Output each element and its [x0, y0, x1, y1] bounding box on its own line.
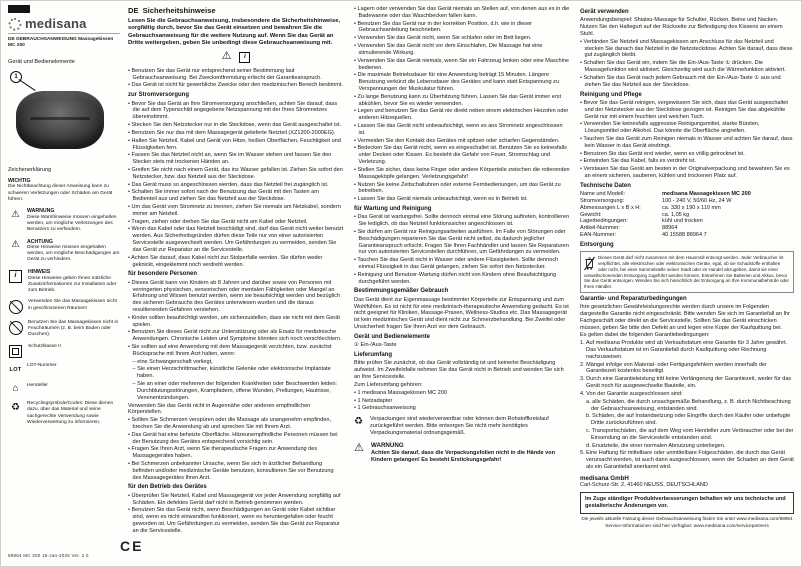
text-block: Gerät und Bedienelemente	[354, 333, 431, 340]
legend-icon: ⚠	[11, 208, 20, 220]
legend-text: Diese Hinweise müssen eingehalten werden, um mögliche Beschädigungen am Gerät zu verhindern.	[27, 245, 120, 263]
legend-text: Verwenden Sie das Massagekissen nicht in geschlossenen Räumen!	[28, 299, 117, 311]
text-block: • Schalten Sie das Gerät ein, indem Sie die Ein-/Aus-Taste ① drücken. Die Massagefunktion wird aktiviert. Gleichzeitig wird auch die Wärmefunktion aktiviert.	[580, 60, 786, 74]
sidebar	[8, 5, 120, 535]
text-block: d. Ersatzteile, die einer normalen Abnutzung unterliegen.	[586, 442, 726, 449]
text-block: • Tauchen Sie das Gerät nicht in Wasser oder andere Flüssigkeiten. Sollte dennoch einmal Flüssigkeit in das Gerät gelangen, ziehen Sie sofort den Netzstecker.	[354, 257, 559, 270]
legend-icon: ♻	[11, 401, 20, 413]
manual-url-link[interactable]: Service-Informationen sind hier verfügbar: www.medisana.com/servicepartners	[605, 522, 769, 528]
text-block: • Die maximale Betriebsdauer für eine Anwendung beträgt 15 Minuten. Längere Benutzung verkürzt die Lebensdauer des Gerätes und kann statt Entspannung zu Verspannungen der Muskulatur führen.	[354, 72, 559, 92]
text-block: – eine Schwangerschaft vorliegt,	[132, 358, 213, 365]
operation-blocks	[354, 6, 570, 412]
text-block: ① Ein-/Aus-Taste	[354, 342, 397, 349]
text-block: für den Betrieb des Gerätes	[128, 484, 207, 491]
tech-value: ca. 330 x 190 x 110 mm	[662, 204, 721, 211]
tech-value: 40 15588 88964 7	[662, 232, 707, 239]
tech-data-heading: Technische Daten	[580, 182, 631, 189]
text-block: Anwendungsbeispiel: Shiatsu-Massage für Schulter, Rücken, Beine und Nacken. Nutzen Sie den Haltegurt auf der Rückseite zur Befestigung des Kissens an einem Stuhl.	[580, 17, 783, 37]
text-block: • Nutzen Sie keine Zeitschaltuhren oder externe Fernbedienungen, um das Gerät zu betreiben.	[354, 181, 561, 195]
legend-item	[8, 178, 120, 203]
warning-triangle-icon: ⚠	[354, 441, 364, 454]
text-block: Zum Lieferumfang gehören:	[354, 381, 423, 388]
weee-crossed-bin-icon	[584, 256, 595, 271]
text-block: Das Gerät dient zur Eigenmassage bestimmter Körperteile zur Entspannung und zum Wohlfühlen. Es ist nicht für eine medizinisch-therapeutische Anwendung gedacht. Es ist nicht geeignet für Kliniken, Massage-Praxen, Wellness-Studios etc. Das Massagegerät ist kein medizinisches Gerät und dient nicht zur Schmerzbehandlung. Bei Zweifel oder Unsicherheit fragen Sie Ihren Arzt vor dem Gebrauch.	[354, 296, 569, 331]
text-block: • Benutzen Sie dieses Gerät nicht zur Unterstützung oder als Ersatz für medizinische Anwendungen. Chronische Leiden und Symptome könnten sich noch verschlechtern.	[128, 329, 342, 343]
text-block: • Greifen Sie nicht nach einem Gerät, das ins Wasser gefallen ist. Ziehen Sie sofort den Netzstecker, bzw. das Netzteil aus der Steckdose.	[128, 166, 343, 180]
text-block: • Um das Gerät vom Stromnetz zu trennen, ziehen Sie niemals am Netzkabel, sondern immer am Netzteil.	[128, 204, 341, 217]
text-block: a. alle Schäden, die durch unsachgemäße Behandlung, z. B. durch Nichtbeachtung der Gebrauchsanweisung, entstanden sind.	[586, 398, 791, 412]
text-block: • Verwenden Sie keinesfalls aggressive Reinigungsmittel, starke Bürsten, Lösungsmittel oder Alkohol. Das könnte die Oberfläche angreifen.	[580, 121, 760, 135]
legend-title: WICHTIG	[8, 177, 31, 184]
text-block: • Verstauen Sie das Gerät am besten in der Originalverpackung und bewahren Sie es an einem sicheren, sauberen, kühlen und trockenen Platz auf.	[580, 166, 790, 179]
tech-label: Lagerbedingungen:	[580, 218, 628, 225]
brand-name: medisana	[25, 16, 87, 31]
text-block: • Schalten Sie das Gerät nach jedem Gebrauch mit der Ein-/Aus-Taste ① aus und ziehen Sie das Netzteil aus der Steckdose.	[580, 74, 781, 88]
text-block: • Verwenden Sie das Gerät nicht, wenn Sie schlafen oder im Bett liegen.	[354, 35, 532, 42]
warning-title: WARNUNG	[371, 441, 404, 449]
disposal-text: Dieses Gerät darf nicht zusammen mit dem Hausmüll entsorgt werden. Jeder Verbraucher ist verpflichtet, alle elektrischen oder elektronischen Geräte, egal, ob sie Schadstoffe enthalten oder nicht, bei einer Sammelstelle seiner Stadt oder im Handel abzugeben, damit sie einer umweltschonenden Entsorgung zugeführt werden können. Entnehmen Sie Batterien und Akkus, bevor Sie das Gerät entsorgen. Wenden Sie sich hinsichtlich der Entsorgung an Ihre Kommunalbehörde oder Ihren Händler.	[584, 255, 790, 289]
warning-triangle-icon: ⚠	[221, 50, 232, 63]
text-block: • Benutzen Sie das Gerät nur entsprechend seiner Bestimmung laut Gebrauchsanweisung. Bei Zweckentfremdung erlischt der Garantieanspruch.	[128, 67, 322, 81]
recycle-text: Verpackungen sind wiederverwertbar oder können dem Rohstoffkreislauf zurückgeführt werden. Bitte entsorgen Sie nicht mehr benötigtes Verpackungsmaterial ordnungsgemäß.	[370, 416, 549, 436]
text-block: • Benutzen Sie das Gerät nur in der korrekten Position, d.h. wie in dieser Gebrauchsanleitung beschrieben.	[354, 20, 532, 34]
legend-item	[8, 320, 120, 338]
text-block: Bitte prüfen Sie zunächst, ob das Gerät vollständig ist und keinerlei Beschädigung aufweist. Im Zweifelsfalle nehmen Sie das Gerät nicht in Betrieb und wenden Sie sich an Ihre Servicestelle.	[354, 360, 564, 381]
text-block: • Bei Schmerzen unbekannter Ursache, wenn Sie sich in ärztlicher Behandlung befinden und/oder medizinische Geräte benutzen, konsultieren Sie vor Benutzung des Massagegerätes Ihren Arzt.	[128, 461, 334, 481]
text-block: • Benutzen Sie nur das mit dem Massagegerät gelieferte Netzteil (XZ1200-2000EG).	[128, 129, 336, 136]
text-block: 5. Eine Haftung für mittelbare oder unmittelbare Folgeschäden, die durch das Gerät verursacht werden, ist auch dann ausgeschlossen, wenn der Schaden an dem Gerät als ein Garantiefall anerkannt wird.	[580, 450, 794, 470]
text-block: b. Schäden, die auf Instandsetzung oder Eingriffe durch den Käufer oder unbefugte Dritte zurückzuführen sind.	[586, 413, 791, 427]
company-address: Carl-Schurz-Str. 2, 41460 NEUSS, DEUTSCHLAND	[580, 482, 708, 489]
legend-item	[8, 269, 120, 294]
language-code: DE	[128, 6, 139, 15]
text-block: • Wenn das Kabel oder das Netzteil beschädigt sind, darf das Gerät nicht weiter benutzt werden. Aus Sicherheitsgründen dürfen diese Teile nur von einer autorisierten Servicestelle ausgewechselt werden. Um Gefährdungen zu vermeiden, senden Sie das Gerät zur Reparatur an die Servicestelle.	[128, 226, 344, 253]
packaging-warning	[354, 442, 570, 464]
document-title: DE GEBRAUCHSANWEISUNG Massagekissen MC 200	[8, 37, 114, 48]
tech-row	[580, 218, 794, 225]
legend-text: LOT-Nummer	[27, 363, 57, 369]
text-block: für besondere Personen	[128, 271, 198, 278]
text-block: • Sollten Sie Schmerzen verspüren oder die Massage als unangenehm empfinden, brechen Sie die Anwendung ab und sprechen Sie mit Ihrem Arzt.	[128, 417, 331, 430]
document-code: 88964 MC 200 16-Jan-2025 Ver. 2.0	[8, 553, 89, 558]
legend-text: Hersteller	[27, 382, 48, 388]
safety-intro: Lesen Sie die Gebrauchsanweisung, insbesondere die Sicherheitshinweise, sorgfältig durch, bevor Sie das Gerät einsetzen und bewahren Sie die Gebrauchsanweisung für die weitere Nutzung auf. Wenn Sie das Gerät an Dritte weitergeben, geben Sie unbedingt diese Gebrauchsanweisung mit.	[128, 17, 341, 46]
text-block: • Zu lange Benutzung kann zu Überhitzung führen. Lassen Sie das Gerät immer erst abkühlen, bevor Sie es wieder verwenden.	[354, 93, 561, 107]
text-block: zur Stromversorgung	[128, 92, 190, 99]
text-block: • Das Gerät ist wartungsfrei. Sollte dennoch einmal eine Störung auftreten, kontrollieren Sie lediglich, ob das Netzteil funktionssicher angeschlossen ist.	[354, 214, 569, 228]
text-block: Gerät verwenden	[580, 9, 629, 15]
medisana-dots-icon	[8, 17, 22, 31]
manual-url-link[interactable]: Die jeweils aktuelle Fassung dieser Gebrauchsanweisung finden Sie unter www.medisana.com/88964	[581, 515, 793, 521]
usage-blocks	[580, 9, 794, 180]
legend-item	[8, 299, 120, 314]
tech-label: EAN-Nummer:	[580, 232, 617, 239]
text-block: • Das Gerät ist nicht für gewerbliche Zwecke oder den medizinischen Bereich bestimmt.	[128, 82, 343, 89]
massage-cushion-illustration	[16, 91, 104, 149]
legend-text: Schutzklasse II	[28, 343, 61, 349]
text-block: Verwenden Sie das Gerät nicht in Augennähe oder anderen empfindlichen Körperstellen.	[128, 402, 311, 416]
text-block: – Sie an einer oder mehreren der folgenden Krankheiten oder Beschwerden leiden: Durchblutungsstörungen, Krampfadern, offene Wunden, Prellungen, Hautrisse, Venenentzündungen.	[132, 381, 337, 401]
text-block: Reinigung und Pflege	[580, 91, 642, 98]
text-block: c. Transportschäden, die auf dem Weg vom Hersteller zum Verbraucher oder bei der Einsendung an die Servicestelle entstanden sind.	[586, 427, 794, 441]
text-block: • Halten Sie Netzteil, Kabel und Gerät von Hitze, heißen Oberflächen, Feuchtigkeit und Flüssigkeiten fern.	[128, 137, 341, 151]
tech-label: Gewicht:	[580, 211, 602, 218]
recycle-icon: ♻	[354, 416, 363, 428]
text-block: • Fragen Sie Ihren Arzt, wenn Sie therapeutische Fragen zur Anwendung des Massagegerätes haben.	[128, 446, 318, 460]
text-block: • Bevor Sie das Gerät reinigen, vergewissern Sie sich, dass das Gerät ausgeschaltet und der Netzstecker aus der Steckdose gezogen ist. Reinigen Sie das abgekühlte Gerät nur mit einem feuchten und weichen Tuch.	[580, 99, 788, 120]
tech-row	[580, 191, 794, 198]
text-block: • Bevor Sie das Gerät an Ihre Stromversorgung anschließen, achten Sie darauf, dass die auf dem Typenschild angegebene Netzspannung mit der Ihres Stromnetzes übereinstimmt.	[128, 100, 338, 121]
text-block: • Vermeiden Sie den Kontakt des Gerätes mit spitzen oder scharfen Gegenständen.	[354, 137, 560, 144]
legend-title: WARNUNG	[27, 208, 55, 215]
legend-title: HINWEIS	[28, 269, 51, 276]
column-safety	[128, 6, 344, 558]
tech-label: Stromversorgung:	[580, 198, 625, 204]
tech-row	[580, 232, 794, 239]
text-block: • Tauchen Sie das Gerät zum Reinigen niemals in Wasser und achten Sie darauf, dass kein Wasser in das Gerät eindringt.	[580, 135, 793, 149]
text-block: • Verwenden Sie das Gerät niemals, wenn Sie ein Fahrzeug lenken oder eine Maschine bedienen.	[354, 57, 570, 71]
section-header	[128, 6, 344, 16]
callout-marker-1: 1	[10, 71, 22, 83]
warning-text: Achten Sie darauf, dass die Verpackungsfolien nicht in die Hände von Kindern gelangen! Es besteht Erstickungsgefahr!	[371, 450, 556, 463]
text-block: Lieferumfang	[354, 352, 393, 359]
text-block: Ihre gesetzlichen Gewährleistungsrechte werden durch unsere im Folgenden dargestellte Garantie nicht eingeschränkt. Bitte wenden Sie sich im Garantiefall an Ihr Fachgeschäft oder direkt an die Servicestelle. Sollten Sie das Gerät einschicken müssen, geben Sie bitte den Defekt an und legen eine Kopie der Kaufquittung bei.	[580, 304, 790, 331]
text-block: • Lagern oder verwenden Sie das Gerät niemals an Stellen auf, von denen aus es in die Badewanne oder das Waschbecken fallen kann.	[354, 6, 570, 19]
text-block: • Lassen Sie das Gerät nicht unbeaufsichtigt, wenn es ans Stromnetz angeschlossen ist.	[354, 123, 563, 136]
device-section-label: Gerät und Bedienelemente	[8, 58, 75, 65]
section-title: Sicherheitshinweise	[142, 6, 216, 15]
text-block: • Legen und benutzen Sie das Gerät nie direkt neben einem elektrischen Heizofen oder anderen Hitzequellen.	[354, 108, 569, 122]
legend-item	[8, 344, 120, 358]
tech-value: kühl und trocken	[662, 218, 703, 225]
legend-icon	[9, 321, 23, 335]
text-block: • Lassen Sie das Gerät niemals unbeaufsichtigt, wenn es in Betrieb ist.	[354, 196, 528, 203]
legend-text: Die Nichtbeachtung dieser Anweisung kann zu schweren Verletzungen oder Schäden am Gerät führen.	[8, 184, 113, 202]
text-block: • Benutzen Sie das Gerät nicht, wenn Beschädigungen an Gerät oder Kabel sichtbar sind, wenn es nicht einwandfrei funktioniert, wenn es heruntergefallen oder feucht geworden ist. Um Gefährdungen zu vermeiden, senden Sie das Gerät zur Reparatur an die Servicestelle.	[128, 507, 340, 534]
tech-label: Name und Modell:	[580, 191, 626, 198]
text-block: • Entwinden Sie das Kabel, falls es verdreht ist.	[580, 158, 697, 165]
text-block: • Achten Sie darauf, dass Kabel nicht zur Stolperfalle werden. Sie dürfen weder geknickt, eingeklemmt noch verdreht werden.	[128, 254, 323, 268]
text-block: • Reinigung und Benutzer-Wartung dürfen nicht von Kindern ohne Beaufsichtigung durchgeführt werden.	[354, 271, 557, 285]
text-block: • Verbinden Sie Netzteil und Massagekissen am Anschluss für das Netzteil und stecken Sie danach das Netzteil in die Netzsteckdose. Achten Sie darauf, dass diese gut zugänglich bleibt.	[580, 38, 793, 59]
text-block: • Sie sollten auf eine Anwendung mit dem Massagegerät verzichten, bzw. zunächst Rücksprache mit Ihrem Arzt halten, wenn:	[128, 344, 332, 357]
print-registration-mark	[8, 5, 30, 13]
disposal-box	[580, 251, 794, 293]
text-block: • Fassen Sie das Netzteil nicht an, wenn Sie im Wasser stehen und fassen Sie den Stecker stets mit trockenen Händen an.	[128, 152, 332, 166]
packaging-recycle-note	[354, 416, 570, 436]
legend-item	[8, 363, 120, 377]
tech-row	[580, 212, 794, 219]
legend-icon: i	[9, 270, 22, 283]
legend-item	[8, 239, 120, 264]
legend-item	[8, 208, 120, 233]
text-block: • Das Gerät hat eine beheizte Oberfläche. Hitzeunempfindliche Personen müssen bei der Benutzung des Gerätes entsprechend vorsichtig sein.	[128, 431, 338, 445]
safety-blocks	[128, 68, 344, 535]
text-block: • Dieses Gerät kann von Kindern ab 8 Jahren und darüber sowie von Personen mit verringerten physischen, sensorischen oder mentalen Fähigkeiten oder Mangel an Erfahrung und Wissen benutzt werden, wenn sie beaufsichtigt werden und bezüglich des sicheren Gebrauchs des Gerätes unterwiesen wurden und die daraus resultierenden Gefahren verstehen.	[128, 279, 341, 313]
legend-text: Diese Warnhinweise müssen eingehalten werden, um mögliche Verletzungen des Benutzers zu verhindern.	[27, 214, 117, 233]
text-block: • 1 Gebrauchsanweisung	[354, 405, 416, 412]
text-block: 3. Durch eine Garantieleistung tritt keine Verlängerung der Garantiezeit, weder für das Gerät noch für ausgewechselte Bauteile, ein.	[580, 376, 792, 390]
legend-title: ACHTUNG	[27, 238, 53, 245]
info-box-icon: i	[239, 52, 250, 63]
legend-icon: ⚠	[11, 239, 20, 251]
text-block: 4. Von der Garantie ausgeschlossen sind:	[580, 390, 683, 397]
ce-mark: CE	[120, 538, 144, 554]
symbol-legend	[8, 178, 120, 426]
tech-row	[580, 205, 794, 212]
company-name: medisana GmbH	[580, 474, 629, 482]
tech-value: medisana Massagekissen MC 200	[662, 191, 751, 198]
text-block: • Benutzen Sie das Gerät erst wieder, wenn es völlig getrocknet ist.	[580, 150, 745, 157]
warranty-heading: Garantie- und Reparaturbedingungen	[580, 295, 687, 302]
text-block: • Überprüfen Sie Netzteil, Kabel und Massagegerät vor jeder Anwendung sorgfältig auf Schäden. Ein defektes Gerät darf nicht in Betrieb genommen werden.	[128, 492, 341, 506]
notice-links	[580, 516, 794, 529]
text-block: • Stecken Sie den Netzstecker nur in die Steckdose, wenn das Gerät ausgeschaltet ist.	[128, 122, 342, 129]
tech-label: Abmessungen L x B x H:	[580, 204, 641, 211]
change-notice-box: Im Zuge ständiger Produktverbesserungen behalten wir uns technische und gestalterische Änderungen vor.	[580, 492, 794, 514]
product-figure	[8, 69, 112, 161]
text-block: • Das Gerät muss so angeschlossen werden, dass das Netzteil frei zugänglich ist.	[128, 181, 329, 188]
text-block: 1. Auf medisana Produkte wird ab Verkaufsdatum eine Garantie für 3 Jahre gewährt. Das Verkaufsdatum ist im Garantiefall durch Kaufquittung oder Rechnung nachzuweisen.	[580, 340, 788, 360]
column-usage-info	[580, 6, 794, 558]
warranty-blocks	[580, 304, 794, 471]
text-block: 2. Mängel infolge von Material- oder Fertigungsfehlern werden innerhalb der Garantiezeit kostenlos beseitigt.	[580, 361, 767, 375]
text-block: • Kinder sollten beaufsichtigt werden, um sicherzustellen, dass sie nicht mit dem Gerät spielen.	[128, 314, 340, 328]
legend-icon	[9, 345, 22, 358]
legend-icon: ⌂	[12, 383, 19, 395]
text-block: Bestimmungsgemäßer Gebrauch	[354, 288, 449, 295]
legend-text: Diese Hinweise geben Ihnen nützliche Zusatzinformationen zur Installation oder zum Betrieb.	[28, 275, 117, 293]
tech-row	[580, 198, 794, 205]
tech-value: 100 - 240 V, 50/60 Hz, 24 W	[662, 198, 732, 204]
tech-label: Artikel-Nummer:	[580, 225, 621, 232]
text-block: • Tragen, ziehen oder drehen Sie das Gerät nicht am Kabel oder Netzteil.	[128, 218, 308, 225]
text-block: • Sie dürfen am Gerät nur Reinigungsarbeiten ausführen. Im Falle von Störungen oder Beschädigungen reparieren Sie das Gerät nicht selbst, da dadurch jeglicher Garantieanspruch erlischt. Fragen Sie Ihren Fachhändler und lassen Sie Reparaturen nur von autorisierten Servicestellen durchführen, um Gefährdungen zu vermeiden.	[354, 228, 569, 256]
legend-item	[8, 401, 120, 426]
divider	[8, 33, 120, 34]
text-block: • Schalten Sie immer sofort nach der Benutzung das Gerät mit den Tasten am Bedienteil aus und ziehen Sie das Netzteil aus der Steckdose.	[128, 189, 319, 203]
legend-icon	[9, 300, 23, 314]
disposal-heading: Entsorgung	[580, 241, 614, 248]
text-block: für Wartung und Reinigung	[354, 205, 432, 212]
tech-data-table	[580, 191, 794, 239]
callout-line	[18, 79, 35, 91]
text-block: • 1 Netzadapter	[354, 397, 393, 404]
text-block: • Stellen Sie sicher, dass keine Finger oder andere Körperteile zwischen die rotierenden Massageköpfe gelangen. Verletzungsgefahr!	[354, 166, 570, 180]
column-operation	[354, 6, 570, 558]
text-block: Es gelten dabei die folgenden Garantiebedingungen:	[580, 332, 710, 339]
legend-icon: LOT	[9, 367, 22, 374]
text-block: • 1 medisana Massagekissen MC 200	[354, 389, 447, 396]
text-block: • Bedecken Sie das Gerät nicht, wenn es eingeschaltet ist. Benutzen Sie es keinesfalls unter Decken oder Kissen. Es besteht die Gefahr von Feuer, Stromschlag und Verletzung.	[354, 145, 567, 166]
legend-item	[8, 383, 120, 396]
brand-logo	[8, 16, 120, 31]
legend-label: Zeichenerklärung	[8, 166, 52, 173]
tech-value: 88964	[662, 225, 678, 232]
icon-strip	[128, 50, 344, 64]
text-block: – Sie einen Herzschrittmacher, künstliche Gelenke oder elektronische Implantate haben.	[132, 366, 331, 380]
legend-text: Recyclingsymbole/Codes: Diese dienen dazu, über das Material und seine sachgerechte Verwendung sowie Wiederverwertung zu informieren.	[27, 401, 114, 425]
tech-value: ca. 1,05 kg	[662, 211, 690, 218]
text-block: • Verwenden Sie das Gerät nicht vor dem Einschlafen. Die Massage hat eine stimulierende Wirkung.	[354, 43, 543, 56]
tech-row	[580, 225, 794, 232]
legend-text: Benutzen Sie das Massagekissen nicht in Feuchträumen (z. B. beim Baden oder Duschen).	[28, 319, 119, 338]
